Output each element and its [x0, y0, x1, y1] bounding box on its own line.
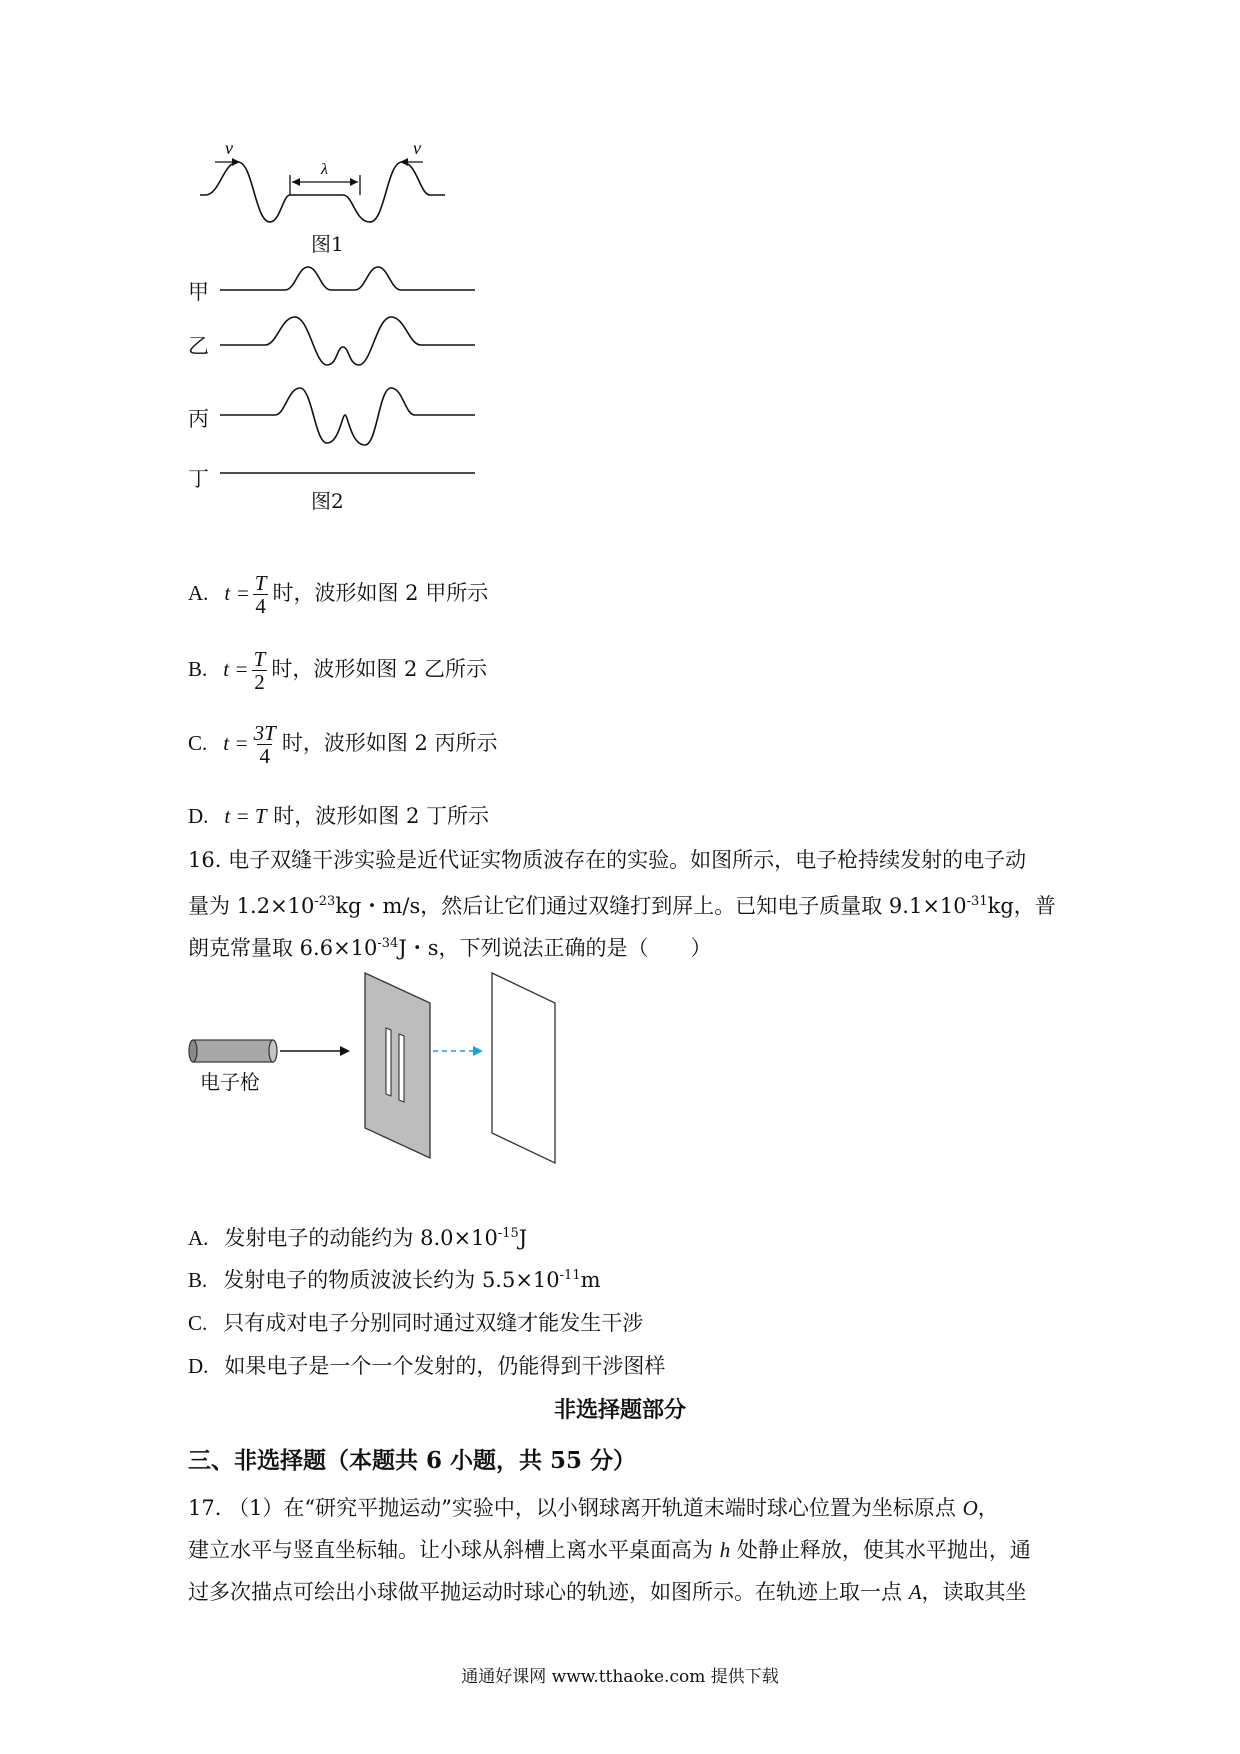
option-label: A. — [188, 581, 209, 606]
q15-option-b[interactable]: B. t = $\frac{T}{2}$ 时，波形如图 2 乙所示 — [188, 647, 488, 695]
q17-line-3: 过多次描点可绘出小球做平抛运动时球心的轨迹，如图所示。在轨迹上取一点 A，读取其坐 — [188, 1580, 1027, 1604]
wavelength-label: λ — [321, 161, 328, 178]
q16-stem-line-1: 16. 电子双缝干涉实验是近代证实物质波存在的实验。如图所示，电子枪持续发射的电子动 — [188, 848, 1027, 872]
electron-gun-icon — [189, 1040, 277, 1062]
option-label: C. — [188, 1311, 208, 1335]
q17-line-1: 17. （1）在“研究平抛运动”实验中，以小钢球离开轨道末端时球心位置为坐标原点 O， — [188, 1496, 999, 1520]
q16-option-c[interactable]: C. 只有成对电子分别同时通过双缝才能发生干涉 — [188, 1311, 644, 1335]
q15-option-c[interactable]: C. t = $\frac{3T}{4}$ 时，波形如图 2 丙所示 — [188, 721, 498, 769]
section-3-title: 三、非选择题（本题共 6 小题，共 55 分） — [188, 1447, 637, 1474]
fraction: $\frac{T}{2}$ — [253, 647, 266, 695]
q15-option-a[interactable]: A. t = $\frac{T}{4}$ 时，波形如图 2 甲所示 — [188, 571, 489, 619]
option-label: B. — [188, 657, 208, 682]
q16-option-a[interactable]: A. 发射电子的动能约为 $8.0\times 10^{-15}J$ — [188, 1226, 528, 1250]
waveform-jia — [220, 267, 475, 290]
figure-1-caption: 图1 — [311, 232, 344, 256]
row-label-yi: 乙 — [188, 334, 209, 358]
figure-2-caption: 图2 — [311, 489, 344, 513]
electron-gun-label: 电子枪 — [200, 1070, 260, 1094]
velocity-label-left: v — [225, 140, 233, 158]
q17-line-2: 建立水平与竖直坐标轴。让小球从斜槽上离水平桌面高为 h 处静止释放，使其水平抛出，通 — [188, 1538, 1031, 1562]
page-footer: 通通好课网 www.tthaoke.com 提供下载 — [461, 1667, 779, 1687]
fraction: $\frac{3T}{4}$ — [253, 721, 276, 769]
waveform-bing — [220, 388, 345, 443]
q15-option-d[interactable]: D. t = T 时，波形如图 2 丁所示 — [188, 804, 489, 828]
nonchoice-part-title: 非选择题部分 — [553, 1397, 686, 1423]
slit-plate — [365, 973, 430, 1158]
q16-option-b[interactable]: B. 发射电子的物质波波长约为 $5.5\times 10^{-11}m$ — [188, 1268, 601, 1292]
q16-stem-line-2: 量为 $1.2\times 10^{-23}kg$・m/s，然后让它们通过双缝打到屏上。已知电子质量取 $9.1\times 10^{-31}kg$，普 — [188, 894, 1056, 918]
row-label-bing: 丙 — [188, 407, 209, 431]
q16-option-d[interactable]: D. 如果电子是一个一个发射的，仍能得到干涉图样 — [188, 1354, 666, 1378]
figure-2-waveforms — [215, 255, 485, 485]
row-label-ding: 丁 — [188, 467, 209, 491]
option-label: D. — [188, 1354, 209, 1378]
double-slit-diagram — [185, 968, 565, 1168]
velocity-label-right: v — [413, 140, 421, 158]
row-label-jia: 甲 — [188, 280, 209, 304]
option-label: A. — [188, 1226, 209, 1250]
waveform-yi — [220, 317, 475, 365]
fraction: $\frac{T}{4}$ — [254, 571, 267, 619]
option-label: C. — [188, 731, 208, 756]
option-label: B. — [188, 1268, 208, 1292]
screen — [492, 973, 555, 1163]
q16-stem-line-3: 朗克常量取 $6.6\times 10^{-34}J$・s，下列说法正确的是（ ） — [188, 936, 712, 960]
option-label: D. — [188, 804, 209, 828]
wave-pulse-right — [343, 162, 445, 222]
